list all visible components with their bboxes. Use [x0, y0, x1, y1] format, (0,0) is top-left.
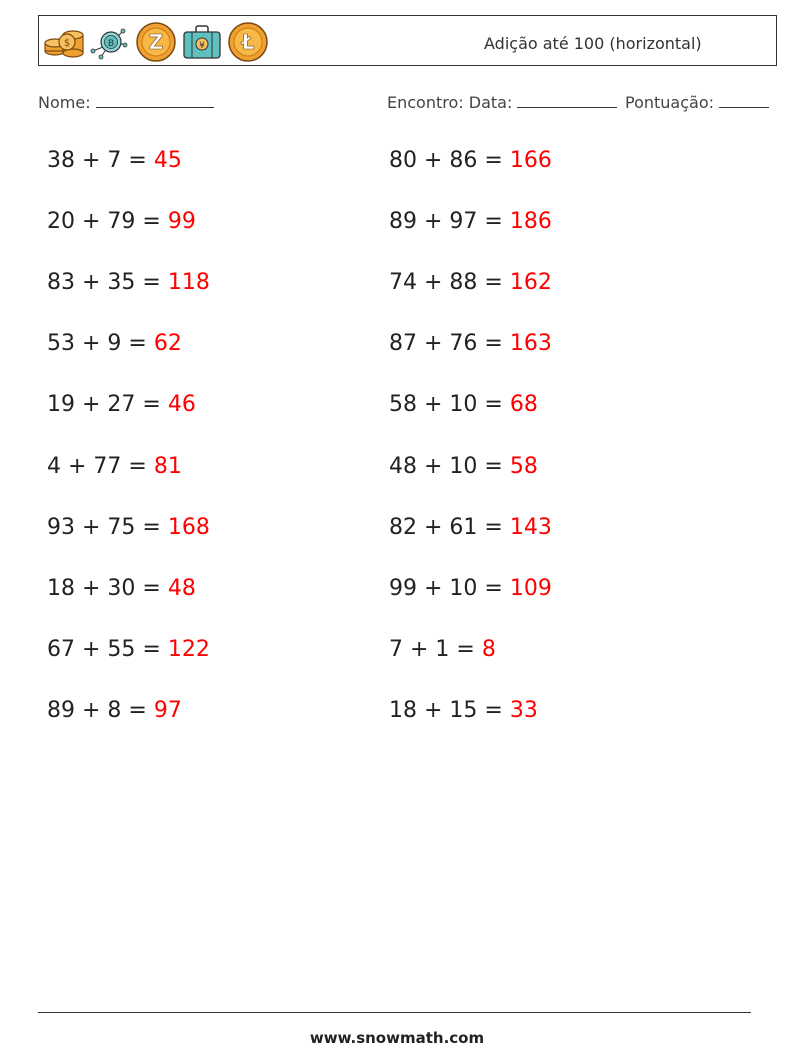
problem-right-2	[389, 209, 552, 234]
problem-expression: 67 + 55 =	[47, 636, 168, 662]
problem-expression: 80 + 86 =	[389, 148, 510, 173]
problem-left-2	[47, 209, 196, 234]
yen-briefcase-icon	[181, 21, 223, 63]
problem-left-3	[47, 270, 210, 295]
problem-left-5	[47, 392, 196, 417]
problem-expression: 53 + 9 =	[47, 331, 154, 357]
problem-answer: 143	[509, 514, 552, 540]
problem-expression: 83 + 35 =	[47, 270, 168, 296]
problem-right-8	[389, 576, 552, 601]
score-label: Pontuação:	[625, 93, 715, 112]
problem-left-8	[47, 576, 196, 601]
problem-expression: 18 + 30 =	[47, 575, 168, 601]
problem-expression: 58 + 10 =	[389, 392, 510, 418]
encounter-date-field	[387, 93, 617, 112]
problem-right-6	[389, 454, 538, 479]
problem-right-9	[389, 637, 496, 662]
problem-answer: 163	[509, 331, 552, 357]
worksheet-title: Adição até 100 (horizontal)	[484, 34, 702, 53]
problem-answer: 118	[167, 270, 210, 296]
name-blank	[96, 93, 214, 108]
problem-right-4	[389, 331, 552, 356]
encounter-date-label: Encontro: Data:	[387, 93, 513, 112]
problem-expression: 82 + 61 =	[389, 514, 510, 540]
svg-text:$: $	[63, 38, 71, 49]
footer-url: www.snowmath.com	[309, 1029, 485, 1047]
problem-left-7	[47, 515, 210, 540]
bitcoin-network-icon	[89, 21, 131, 63]
problem-expression: 7 + 1 =	[389, 636, 482, 662]
problem-expression: 48 + 10 =	[389, 453, 510, 479]
svg-text:B: B	[107, 39, 115, 49]
litecoin-coin-icon	[227, 21, 269, 63]
problem-expression: 87 + 76 =	[389, 331, 510, 357]
problem-left-9	[47, 637, 210, 662]
problem-expression: 38 + 7 =	[47, 148, 154, 173]
problem-answer: 99	[167, 209, 196, 235]
problem-expression: 19 + 27 =	[47, 392, 168, 418]
problem-answer: 45	[153, 148, 182, 173]
coin-stack-icon	[43, 21, 85, 63]
problem-answer: 166	[509, 148, 552, 173]
score-field	[625, 93, 769, 112]
problem-right-7	[389, 515, 552, 540]
problem-left-10	[47, 698, 182, 723]
zcash-coin-icon	[135, 21, 177, 63]
problem-expression: 93 + 75 =	[47, 514, 168, 540]
name-field	[38, 93, 214, 112]
problem-left-1	[47, 148, 182, 173]
problem-expression: 99 + 10 =	[389, 575, 510, 601]
problem-answer: 109	[509, 575, 552, 601]
problem-left-4	[47, 331, 182, 356]
problem-expression: 89 + 8 =	[47, 697, 154, 723]
name-label: Nome:	[38, 93, 91, 112]
svg-text:Ł: Ł	[241, 30, 255, 54]
problem-answer: 48	[167, 575, 196, 601]
icon-strip	[43, 21, 269, 63]
problem-expression: 89 + 97 =	[389, 209, 510, 235]
problem-answer: 162	[509, 270, 552, 296]
problem-answer: 81	[153, 453, 182, 479]
footer-divider	[38, 1012, 751, 1013]
problem-expression: 20 + 79 =	[47, 209, 168, 235]
problem-answer: 68	[509, 392, 538, 418]
svg-text:Z: Z	[148, 30, 164, 54]
problem-left-6	[47, 454, 182, 479]
problem-answer: 62	[153, 331, 182, 357]
problem-answer: 8	[481, 636, 496, 662]
problem-right-3	[389, 270, 552, 295]
problem-answer: 58	[509, 453, 538, 479]
problem-expression: 18 + 15 =	[389, 697, 510, 723]
problem-answer: 33	[509, 697, 538, 723]
problem-answer: 97	[153, 697, 182, 723]
problem-right-5	[389, 392, 538, 417]
date-blank	[517, 93, 617, 108]
problem-answer: 46	[167, 392, 196, 418]
header-box	[38, 15, 777, 66]
problem-expression: 74 + 88 =	[389, 270, 510, 296]
problem-answer: 122	[167, 636, 210, 662]
problem-right-10	[389, 698, 538, 723]
svg-text:¥: ¥	[199, 41, 205, 51]
score-blank	[719, 93, 769, 108]
problem-expression: 4 + 77 =	[47, 453, 154, 479]
problem-answer: 168	[167, 514, 210, 540]
problem-answer: 186	[509, 209, 552, 235]
problem-right-1	[389, 148, 552, 173]
